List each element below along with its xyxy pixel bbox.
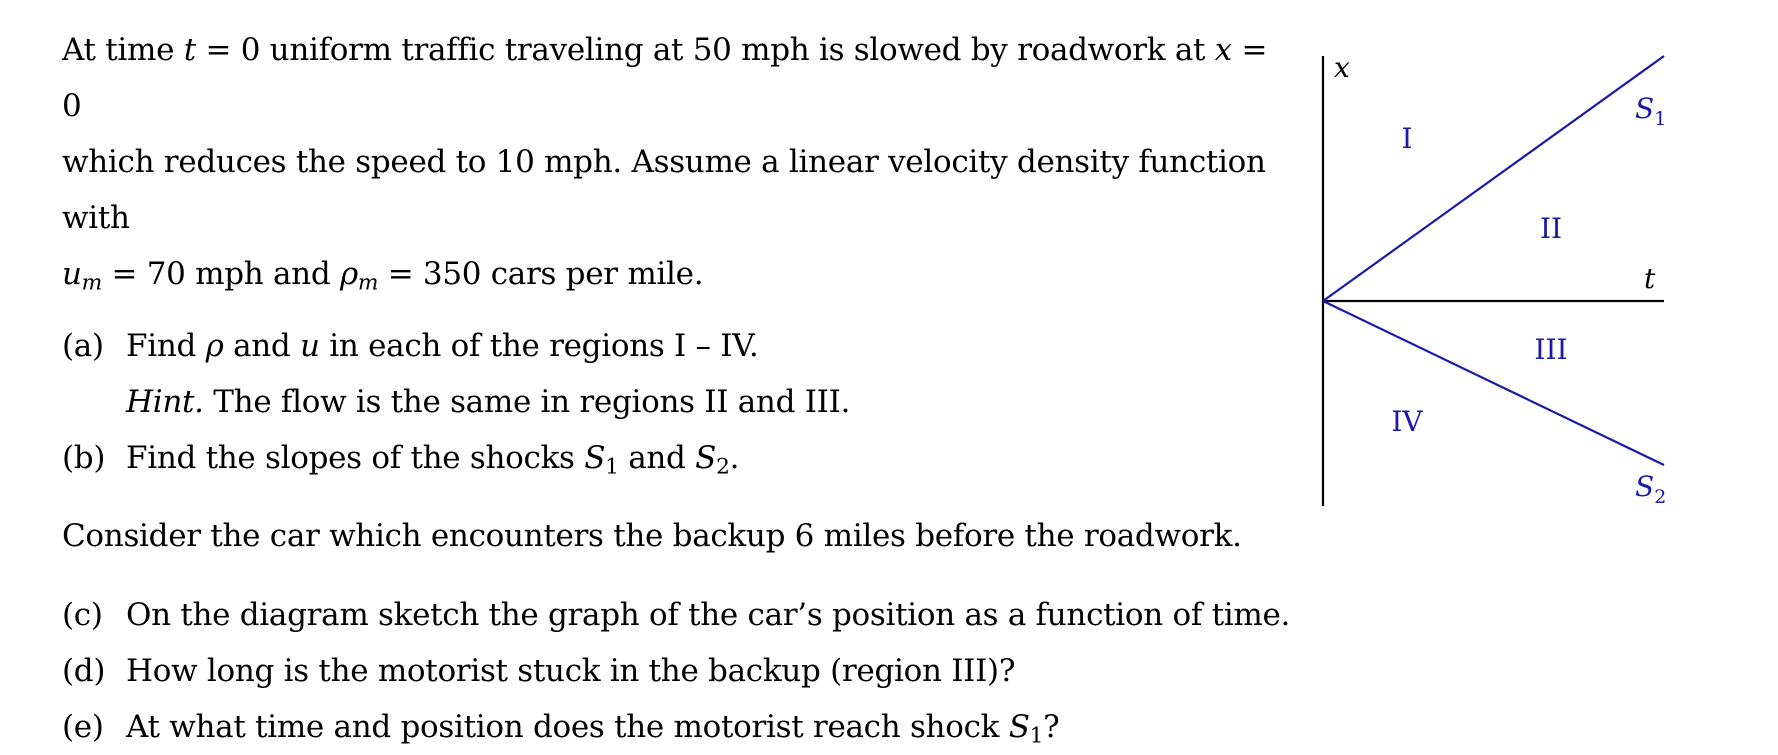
part-c — [62, 587, 1292, 643]
shock-s1-line — [1323, 56, 1667, 301]
intro-line-1 — [62, 22, 1292, 134]
intro-text: = 70 mph and — [101, 256, 340, 292]
shock-s1-sub: 1 — [1654, 108, 1667, 130]
part-b — [62, 430, 1292, 486]
intro-text: At time — [62, 32, 184, 68]
part-label: (e) — [62, 709, 104, 745]
intro-text: = 0 uniform traffic traveling at 50 mph is slowed by roadwork at — [195, 32, 1215, 68]
x-axis-label: x — [1334, 51, 1350, 84]
shock-s1-label — [1635, 92, 1666, 130]
shock-s2-letter: S — [1635, 470, 1655, 503]
part-a-hint — [126, 374, 1292, 430]
hint-label: Hint. — [126, 384, 204, 420]
shock-s2-line — [1323, 301, 1664, 465]
part-b-question — [126, 430, 1292, 486]
part-label: (d) — [62, 653, 106, 689]
var-s: S — [695, 440, 717, 476]
part-a-text: Find — [126, 328, 206, 364]
part-b-text: . — [729, 440, 740, 476]
subscript-1: 1 — [1029, 723, 1044, 749]
var-t: t — [183, 32, 196, 68]
shock-s2-label — [1635, 470, 1666, 508]
shock-s1-letter: S — [1635, 92, 1655, 125]
part-b-text: and — [618, 440, 696, 476]
var-rho: ρ — [339, 256, 358, 292]
characteristic-diagram — [1310, 40, 1680, 520]
subscript-2: 2 — [716, 454, 730, 480]
region-label-ii: II — [1539, 212, 1563, 245]
intro-paragraph — [62, 22, 1292, 302]
part-b-text: Find the slopes of the shocks — [126, 440, 585, 476]
diagram-svg — [1310, 40, 1680, 520]
var-s: S — [584, 440, 606, 476]
intro-line-2: which reduces the speed to 10 mph. Assume a linear velocity density function with — [62, 144, 1266, 236]
part-e-question — [126, 699, 1292, 755]
part-d — [62, 643, 1292, 699]
intro-line-3 — [62, 246, 1292, 302]
intro-text: = 0 — [62, 32, 1268, 124]
subscript-1: 1 — [605, 454, 619, 480]
shock-s2-sub: 2 — [1654, 486, 1667, 508]
var-s: S — [1008, 709, 1030, 745]
var-x: x — [1214, 32, 1232, 68]
consider-paragraph: Consider the car which encounters the backup 6 miles before the roadwork. — [62, 518, 1242, 554]
problem-text — [62, 22, 1292, 755]
part-c-question: On the diagram sketch the graph of the car’s position as a function of time. — [126, 597, 1291, 633]
part-label: (b) — [62, 440, 106, 476]
part-a-text: and — [223, 328, 301, 364]
part-e — [62, 699, 1292, 755]
part-e-text: ? — [1043, 709, 1060, 745]
part-a-text: in each of the regions I – IV. — [319, 328, 759, 364]
intro-text: = 350 cars per mile. — [378, 256, 704, 292]
region-label-iv: IV — [1391, 405, 1423, 438]
part-label: (a) — [62, 328, 104, 364]
part-a-question — [126, 318, 1292, 374]
part-label: (c) — [62, 597, 103, 633]
var-u: u — [300, 328, 320, 364]
var-rho: ρ — [205, 328, 224, 364]
part-e-text: At what time and position does the motorist reach shock — [126, 709, 1009, 745]
subscript-m: m — [81, 270, 102, 296]
hint-text: The flow is the same in regions II and III. — [203, 384, 851, 420]
region-label-iii: III — [1534, 333, 1568, 366]
region-label-i: I — [1401, 122, 1413, 155]
var-u: u — [62, 256, 82, 292]
subscript-m: m — [357, 270, 379, 296]
t-axis-label: t — [1644, 262, 1656, 295]
part-d-question: How long is the motorist stuck in the backup (region III)? — [126, 653, 1016, 689]
part-a — [62, 318, 1292, 430]
